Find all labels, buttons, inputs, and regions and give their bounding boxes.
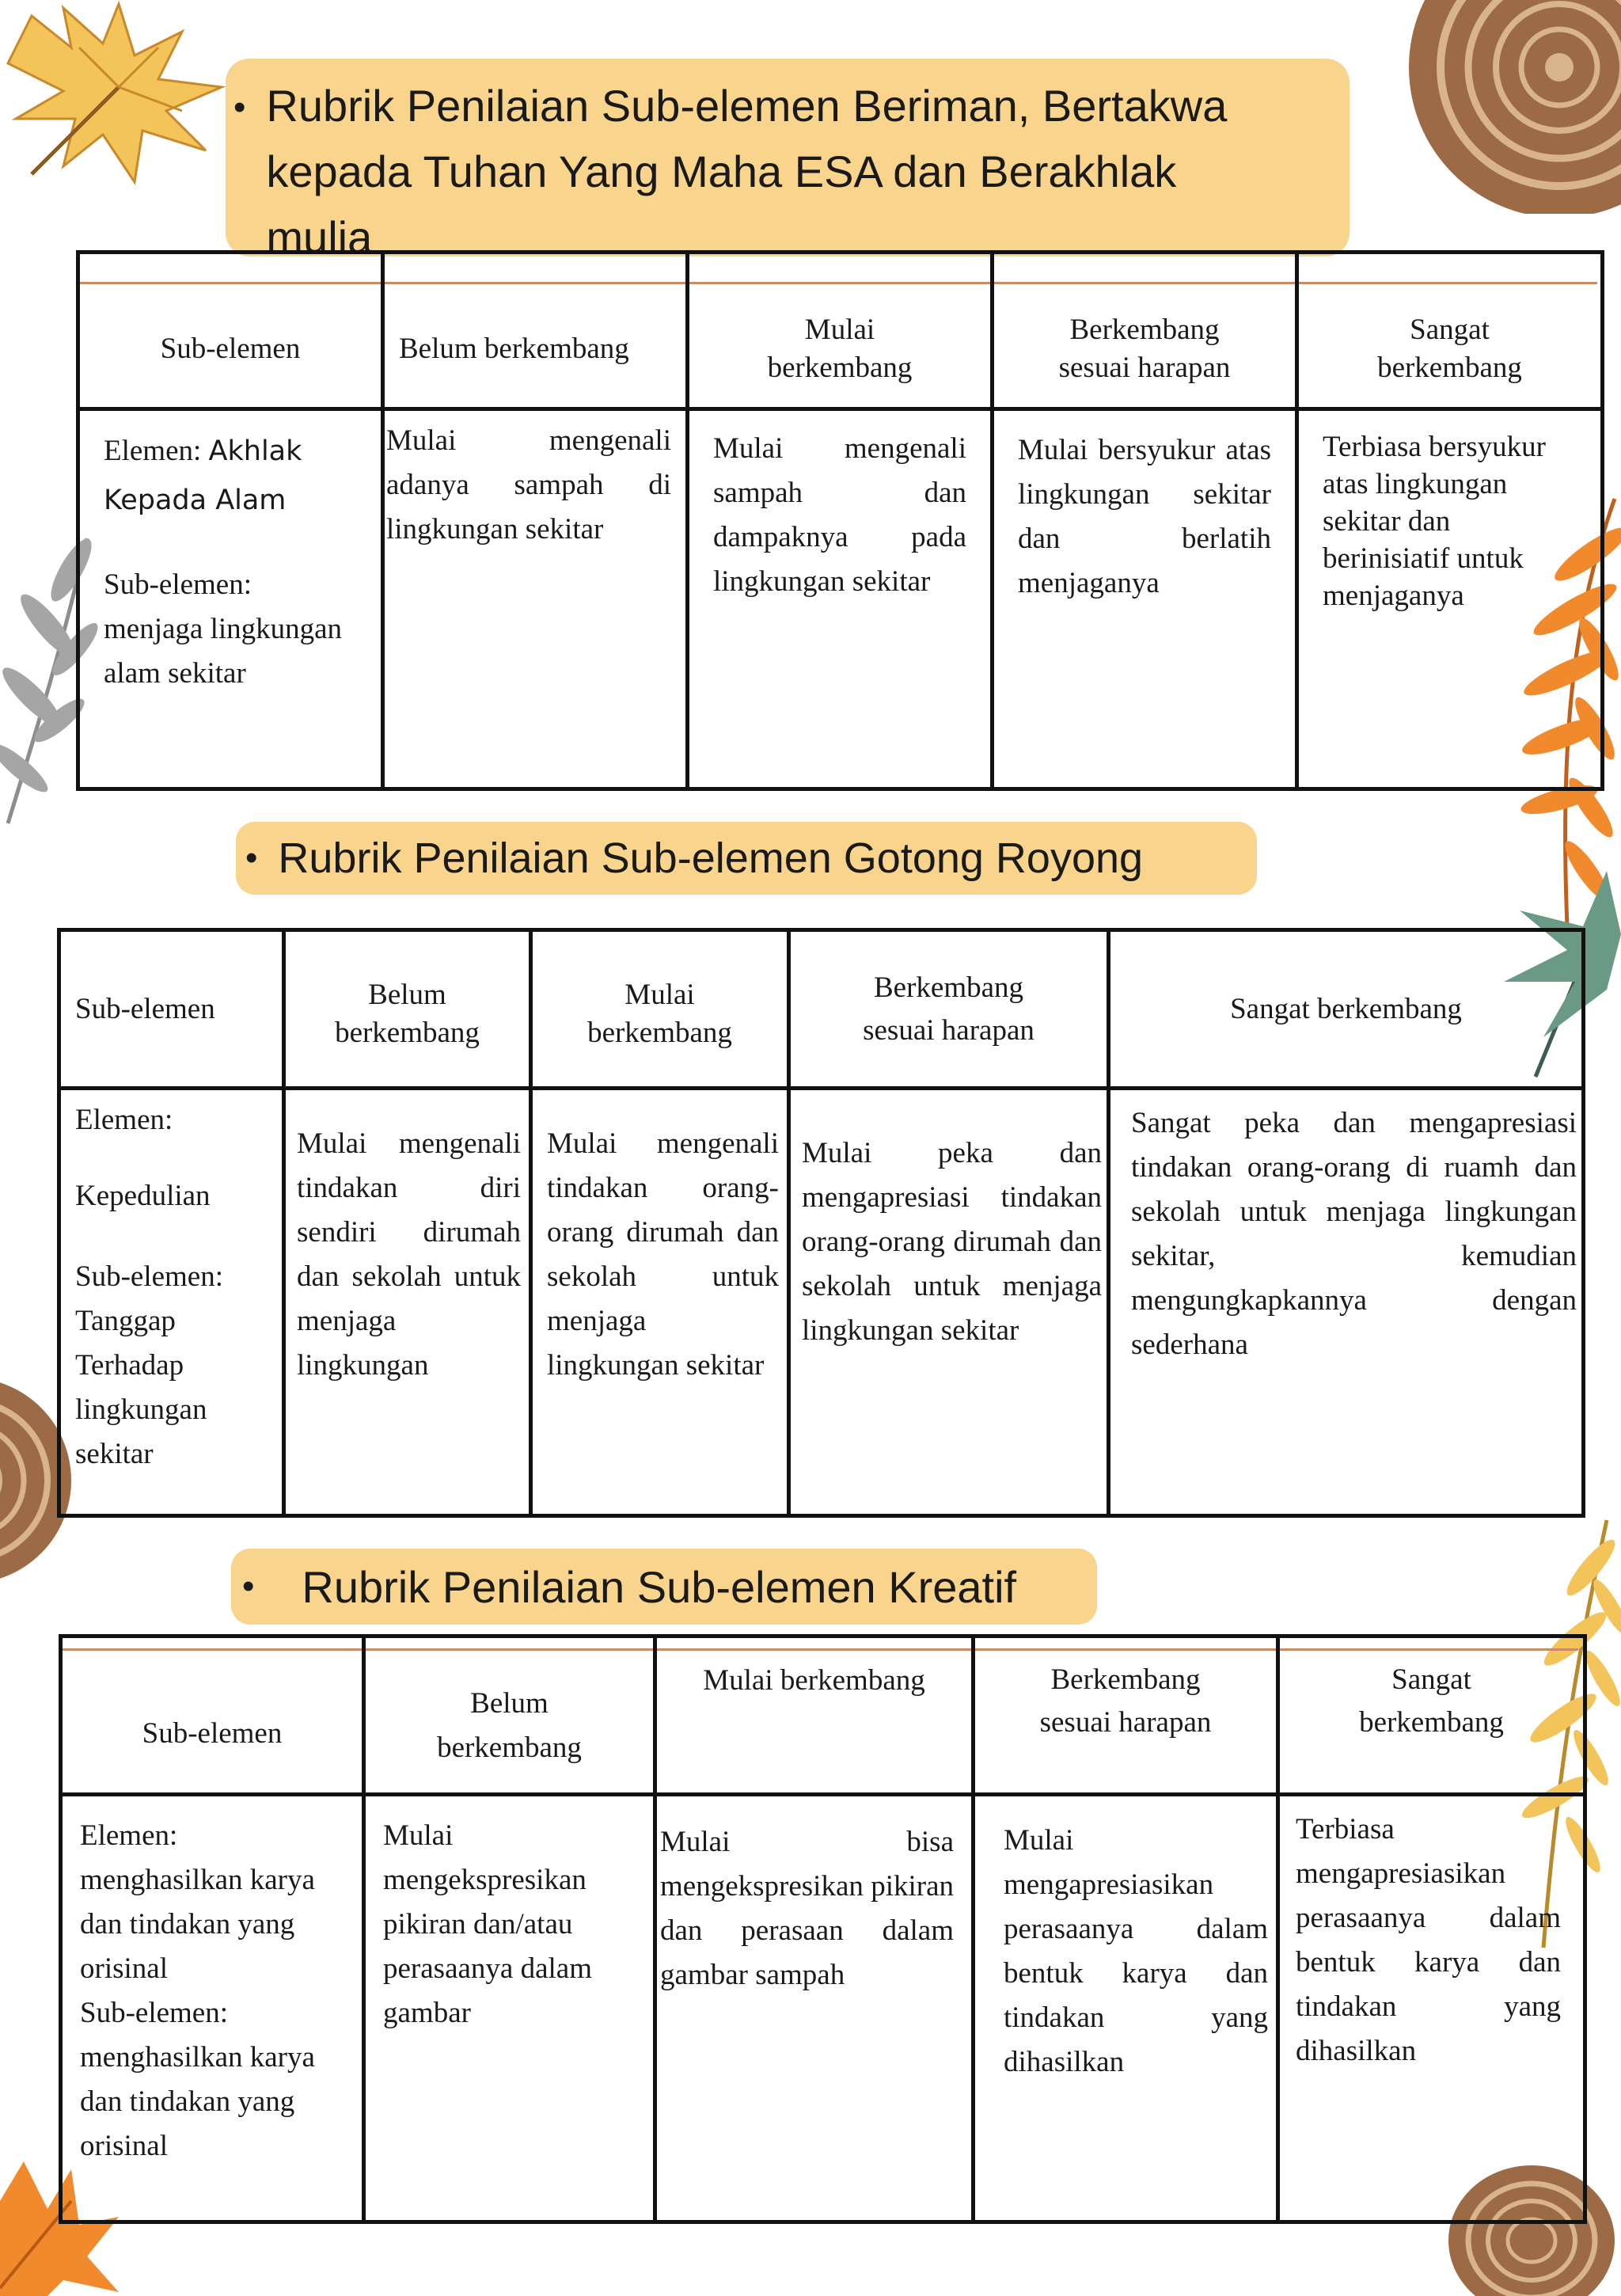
level-sangat-berkembang: Sangat peka dan mengapresiasi tindakan orang-orang di ruamh dan sekolah untuk menjaga lingkungan sekitar, kemudian mengungkapkannya dengan sederhana — [1109, 1089, 1584, 1516]
element-label: Elemen: — [104, 435, 202, 467]
header-belum-berkembang: Belum berkembang — [364, 1636, 655, 1795]
rubric-table-kreatif — [59, 1634, 1587, 2224]
header-berkembang-sesuai-harapan: Berkembang sesuai harapan — [974, 1636, 1278, 1795]
subelement-name: menghasilkan karya dan tindakan yang orisinal — [80, 2041, 315, 2162]
header-sub-elemen: Sub-elemen — [61, 1636, 364, 1795]
rubric-table-beriman — [76, 250, 1604, 791]
section-title-beriman — [226, 59, 1350, 262]
level-berkembang-sesuai-harapan: Mulai peka dan mengapresiasi tindakan orang-orang dirumah dan sekolah untuk menjaga lingkungan sekitar — [789, 1089, 1109, 1516]
section-title-text: Rubrik Penilaian Sub-elemen Beriman, Bertakwa kepada Tuhan Yang Maha ESA dan Berakhlak mulia — [266, 81, 1228, 262]
level-sangat-berkembang: Terbiasa bersyukur atas lingkungan sekitar dan berinisiatif untuk menjaganya — [1297, 409, 1603, 789]
sub-elemen-cell — [78, 409, 383, 789]
level-belum-berkembang: Mulai mengekspresikan pikiran dan/atau perasaanya dalam gambar — [364, 1795, 655, 2222]
level-belum-berkembang: Mulai mengenali tindakan diri sendiri dirumah dan sekolah untuk menjaga lingkungan — [284, 1089, 531, 1516]
header-mulai-berkembang: Mulai berkembang — [688, 253, 993, 409]
element-name: menghasilkan karya dan tindakan yang orisinal — [80, 1864, 315, 1985]
header-belum-berkembang: Belum berkembang — [383, 253, 688, 409]
level-mulai-berkembang: Mulai mengenali tindakan orang-orang dirumah dan sekolah untuk menjaga lingkungan sekitar — [531, 1089, 789, 1516]
header-berkembang-sesuai-harapan: Berkembang sesuai harapan — [789, 930, 1109, 1089]
header-sangat-berkembang: Sangat berkembang — [1109, 930, 1584, 1089]
header-mulai-berkembang: Mulai berkembang — [655, 1636, 974, 1795]
level-sangat-berkembang: Terbiasa mengapresiasikan perasaanya dalam bentuk karya dan tindakan yang dihasilkan — [1278, 1795, 1585, 2222]
section-title-gotong-royong — [236, 822, 1257, 895]
sub-elemen-cell — [59, 1089, 284, 1516]
section-title-text: Rubrik Penilaian Sub-elemen Kreatif — [302, 1561, 1017, 1612]
subelement-label: Sub-elemen: — [104, 568, 252, 601]
subelement-label: Sub-elemen: — [75, 1260, 224, 1293]
header-sangat-berkembang: Sangat berkembang — [1278, 1636, 1585, 1795]
bullet-icon: • — [233, 88, 246, 127]
sub-elemen-cell — [61, 1795, 364, 2222]
level-belum-berkembang: Mulai mengenali adanya sampah di lingkungan sekitar — [383, 409, 688, 789]
element-label: Elemen: — [80, 1819, 178, 1852]
header-belum-berkembang: Belum berkembang — [284, 930, 531, 1089]
element-name: Akhlak Kepada Alam — [104, 435, 302, 516]
bullet-icon: • — [242, 1567, 255, 1606]
section-title-kreatif — [231, 1549, 1097, 1625]
level-berkembang-sesuai-harapan: Mulai bersyukur atas lingkungan sekitar dan berlatih menjaganya — [993, 409, 1297, 789]
subelement-label: Sub-elemen: — [80, 1997, 229, 2029]
maple-leaf-top-left-icon — [0, 0, 261, 190]
wood-slice-top-right-icon — [1401, 0, 1621, 214]
level-mulai-berkembang: Mulai bisa mengekspresikan pikiran dan perasaan dalam gambar sampah — [655, 1795, 974, 2222]
element-label: Elemen: — [75, 1104, 173, 1136]
section-title-text: Rubrik Penilaian Sub-elemen Gotong Royong — [278, 834, 1144, 882]
subelement-name: Tanggap Terhadap lingkungan sekitar — [75, 1305, 207, 1470]
header-sub-elemen: Sub-elemen — [78, 253, 383, 409]
element-name: Kepedulian — [75, 1180, 211, 1212]
header-sub-elemen: Sub-elemen — [59, 930, 284, 1089]
subelement-name: menjaga lingkungan alam sekitar — [104, 613, 343, 690]
header-sangat-berkembang: Sangat berkembang — [1297, 253, 1603, 409]
header-mulai-berkembang: Mulai berkembang — [531, 930, 789, 1089]
bullet-icon: • — [245, 838, 258, 877]
level-berkembang-sesuai-harapan: Mulai mengapresiasikan perasaanya dalam bentuk karya dan tindakan yang dihasilkan — [974, 1795, 1278, 2222]
header-berkembang-sesuai-harapan: Berkembang sesuai harapan — [993, 253, 1297, 409]
level-mulai-berkembang: Mulai mengenali sampah dan dampaknya pada lingkungan sekitar — [688, 409, 993, 789]
rubric-table-gotong-royong — [57, 928, 1585, 1518]
